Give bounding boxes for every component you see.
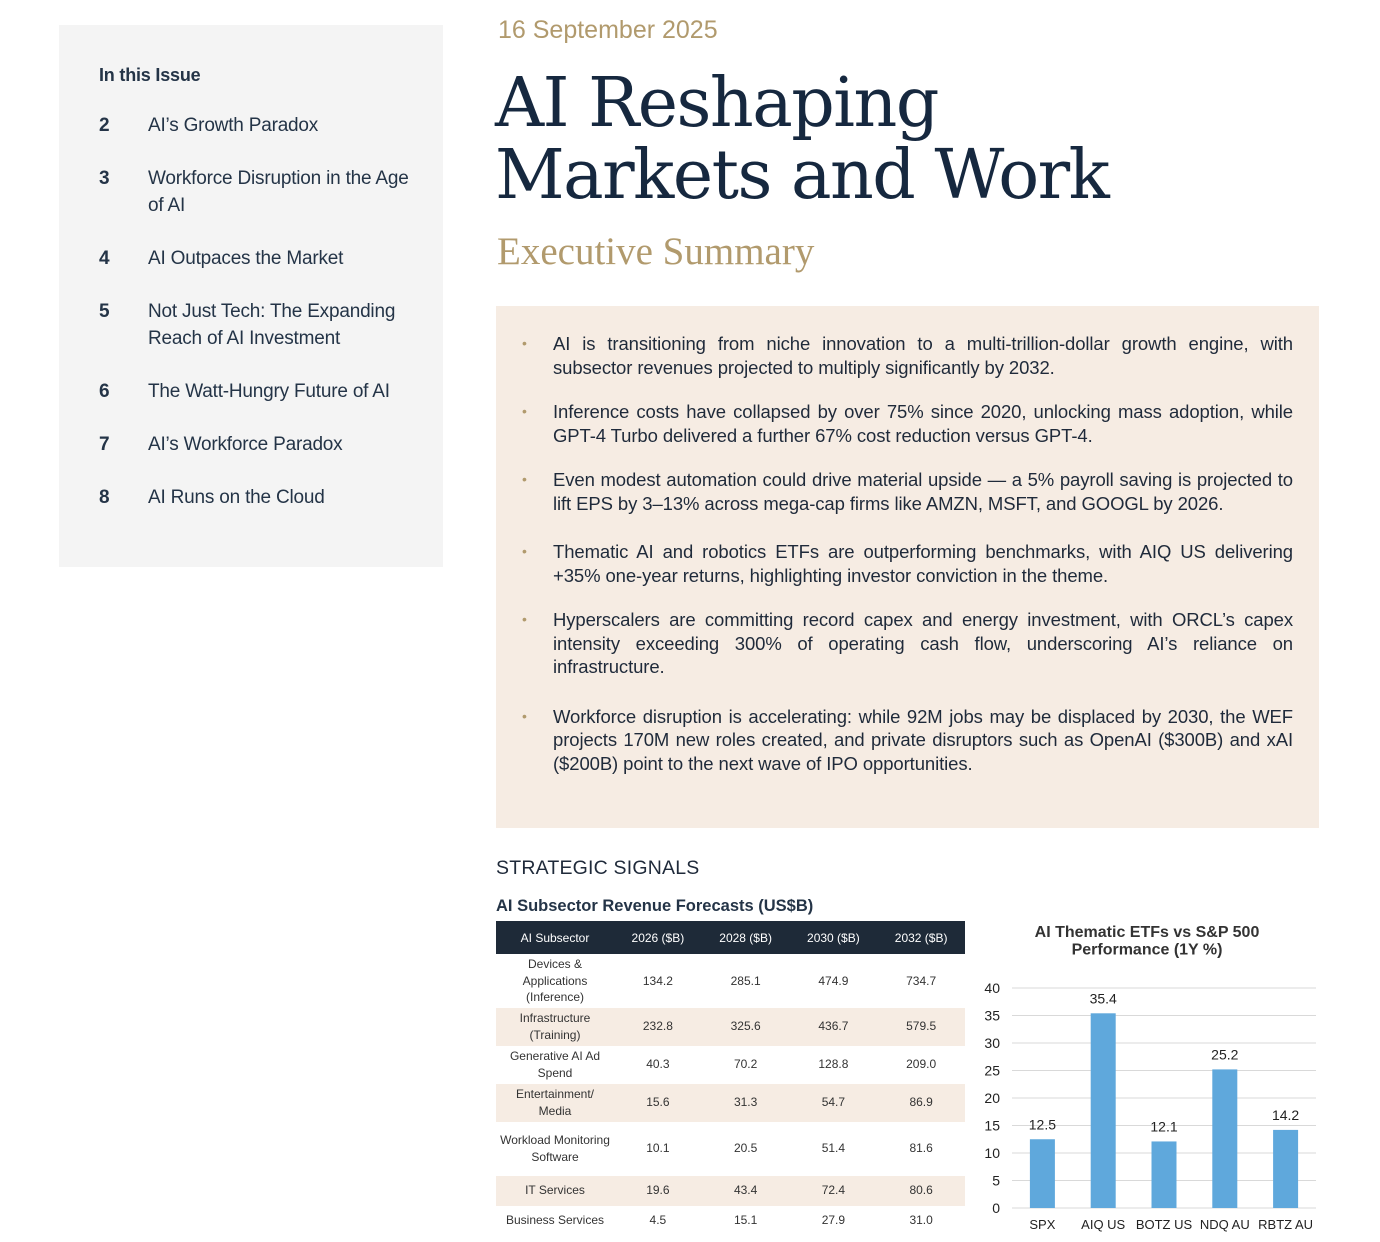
- value-cell: 31.0: [909, 1213, 933, 1228]
- title-line-1: AI Reshaping: [495, 64, 938, 143]
- section-subtitle: Executive Summary: [497, 230, 815, 273]
- subsector-cell: Workload Monitoring Software: [500, 1133, 610, 1164]
- bullet-text: Hyperscalers are committing record capex and energy investment, with ORCL’s capex intensity exceeding 300% of operating cash flow, underscoring AI’s reliance on infrastructure.: [553, 609, 1293, 677]
- subsector-cell: Generative AI Ad Spend: [509, 1049, 601, 1080]
- toc-page-number: 5: [99, 301, 110, 322]
- toc-page-number: 8: [99, 487, 110, 508]
- summary-bullet: [522, 400, 1293, 447]
- value-cell: 4.5: [649, 1213, 667, 1228]
- value-cell: 232.8: [614, 1008, 702, 1046]
- value-cell: 436.7: [790, 1008, 878, 1046]
- bullet-text: Workforce disruption is accelerating: while 92M jobs may be displaced by 2030, the WEF projects 170M new roles created, and private disruptors such as OpenAI ($300B) and xAI ($200B) point to the next wave of IPO opportunities.: [553, 705, 1293, 774]
- toc-item[interactable]: [99, 431, 443, 458]
- column-header: 2032 ($B): [877, 921, 965, 954]
- revenue-table-title: AI Subsector Revenue Forecasts (US$B): [496, 897, 814, 915]
- value-cell: 43.4: [702, 1176, 790, 1206]
- strategic-signals-heading: STRATEGIC SIGNALS: [496, 857, 700, 879]
- toc-item[interactable]: [99, 112, 443, 139]
- table-row: [496, 1176, 965, 1206]
- x-category-label: AIQ US: [1081, 1217, 1126, 1232]
- x-category-label: RBTZ AU: [1258, 1217, 1314, 1232]
- subsector-cell: IT Services: [496, 1176, 614, 1206]
- value-cell: 474.9: [818, 973, 849, 988]
- bar: [1273, 1130, 1298, 1208]
- executive-summary-box: [496, 306, 1319, 828]
- value-cell: 579.5: [877, 1008, 965, 1046]
- table-row: [496, 1046, 965, 1084]
- bullet-dot-icon: •: [522, 543, 527, 559]
- x-category-label: BOTZ US: [1135, 1217, 1193, 1232]
- toc-item-label: AI’s Workforce Paradox: [148, 434, 343, 455]
- column-header: 2030 ($B): [790, 921, 878, 954]
- toc-page-number: 4: [99, 248, 110, 269]
- bar: [1212, 1069, 1237, 1208]
- y-tick-label: 20: [984, 1090, 1000, 1106]
- toc-item[interactable]: [99, 165, 443, 219]
- value-cell: 40.3: [646, 1057, 670, 1072]
- column-header: AI Subsector: [496, 921, 614, 954]
- bullet-dot-icon: •: [522, 471, 527, 487]
- chart-title-line: Performance (1Y %): [1071, 941, 1223, 959]
- value-cell: 325.6: [702, 1008, 790, 1046]
- value-cell: 15.1: [733, 1213, 758, 1228]
- summary-bullet: [522, 705, 1293, 776]
- bar: [1091, 1013, 1116, 1208]
- table-header-row: [496, 921, 965, 954]
- toc-item-label: The Watt-Hungry Future of AI: [148, 381, 390, 402]
- value-cell: 285.1: [730, 973, 761, 988]
- bullet-dot-icon: •: [522, 403, 527, 419]
- value-cell: 20.5: [733, 1141, 758, 1156]
- y-tick-label: 10: [984, 1145, 1000, 1161]
- bullet-dot-icon: •: [522, 611, 527, 627]
- bullet-dot-icon: •: [522, 707, 527, 724]
- toc-page-number: 3: [99, 168, 110, 189]
- toc-item-label: AI’s Growth Paradox: [148, 115, 319, 136]
- table-row: [496, 954, 965, 1008]
- value-cell: 86.9: [877, 1084, 965, 1122]
- page-title: [495, 64, 1255, 215]
- value-cell: 80.6: [877, 1176, 965, 1206]
- toc-item[interactable]: [99, 378, 443, 405]
- x-category-label: NDQ AU: [1199, 1217, 1250, 1232]
- revenue-forecast-table: [496, 921, 965, 1236]
- table-of-contents: [59, 25, 443, 567]
- etf-performance-chart: [980, 920, 1320, 1242]
- y-tick-label: 15: [984, 1117, 1000, 1134]
- toc-item-label: AI Outpaces the Market: [148, 248, 344, 269]
- bullet-dot-icon: •: [522, 335, 527, 351]
- bar-value-label: 12.5: [1028, 1116, 1057, 1133]
- subsector-cell: Business Services: [505, 1213, 605, 1228]
- summary-bullet: [522, 468, 1293, 515]
- bar-value-label: 35.4: [1089, 990, 1117, 1007]
- value-cell: 209.0: [906, 1057, 937, 1072]
- value-cell: 31.3: [702, 1084, 790, 1122]
- value-cell: 734.7: [906, 973, 937, 988]
- value-cell: 10.1: [646, 1141, 670, 1156]
- toc-page-number: 6: [99, 381, 110, 402]
- bullet-text: Thematic AI and robotics ETFs are outperforming benchmarks, with AIQ US delivering +35% one-year returns, highlighting investor conviction in the theme.: [553, 541, 1293, 586]
- y-tick-label: 25: [984, 1062, 1000, 1079]
- toc-item-label: Workforce Disruption in the Age of AI: [148, 168, 409, 216]
- chart-title-line: AI Thematic ETFs vs S&P 500: [1034, 924, 1260, 941]
- y-tick-label: 40: [984, 980, 1000, 996]
- y-tick-label: 0: [992, 1200, 1000, 1216]
- title-line-2: Markets and Work: [495, 136, 1109, 215]
- bar-value-label: 14.2: [1271, 1106, 1300, 1123]
- bullet-text: Even modest automation could drive material upside — a 5% payroll saving is projected to lift EPS by 3–13% across mega-cap firms like AMZN, MSFT, and GOOGL by 2026.: [553, 469, 1293, 514]
- bar-value-label: 25.2: [1211, 1046, 1239, 1063]
- toc-page-number: 7: [99, 434, 110, 455]
- subsector-cell: Devices & Applications (Inference): [522, 957, 588, 1004]
- value-cell: 27.9: [821, 1213, 846, 1228]
- table-row: [496, 1206, 965, 1236]
- value-cell: 51.4: [821, 1141, 846, 1156]
- table-row: [496, 1008, 965, 1046]
- table-body: [496, 954, 965, 1236]
- x-category-label: SPX: [1029, 1217, 1056, 1232]
- y-tick-label: 30: [984, 1035, 1000, 1051]
- column-header: 2026 ($B): [614, 921, 702, 954]
- summary-bullet-list: [522, 332, 1293, 775]
- subsector-cell: Infrastructure (Training): [496, 1008, 614, 1046]
- table-row: [496, 1122, 965, 1176]
- toc-item-label: AI Runs on the Cloud: [148, 487, 325, 508]
- toc-item[interactable]: [99, 245, 443, 272]
- toc-heading: In this Issue: [99, 65, 201, 85]
- y-tick-label: 35: [984, 1007, 1000, 1024]
- table-row: [496, 1084, 965, 1122]
- toc-item-label: Not Just Tech: The Expanding Reach of AI Investment: [148, 301, 396, 349]
- value-cell: 54.7: [790, 1084, 878, 1122]
- toc-item[interactable]: [99, 298, 443, 352]
- subsector-cell: Entertainment/ Media: [496, 1084, 614, 1122]
- value-cell: 128.8: [818, 1057, 849, 1072]
- value-cell: 19.6: [614, 1176, 702, 1206]
- summary-bullet: [522, 608, 1293, 679]
- toc-page-number: 2: [99, 115, 110, 136]
- toc-item[interactable]: [99, 484, 443, 511]
- value-cell: 72.4: [790, 1176, 878, 1206]
- value-cell: 134.2: [642, 973, 673, 988]
- summary-bullet: [522, 540, 1293, 587]
- bar: [1030, 1139, 1055, 1208]
- y-tick-label: 5: [992, 1172, 1000, 1189]
- bar-value-label: 12.1: [1150, 1118, 1178, 1135]
- value-cell: 70.2: [733, 1057, 758, 1072]
- value-cell: 15.6: [614, 1084, 702, 1122]
- value-cell: 81.6: [909, 1141, 933, 1156]
- issue-date: 16 September 2025: [498, 16, 718, 44]
- bullet-text: AI is transitioning from niche innovation to a multi-trillion-dollar growth engine, with subsector revenues projected to multiply significantly by 2032.: [553, 333, 1293, 378]
- bullet-text: Inference costs have collapsed by over 75% since 2020, unlocking mass adoption, while GPT-4 Turbo delivered a further 67% cost reduction versus GPT-4.: [553, 401, 1293, 446]
- column-header: 2028 ($B): [702, 921, 790, 954]
- toc-list: [99, 112, 443, 511]
- bar: [1152, 1141, 1177, 1208]
- summary-bullet: [522, 332, 1293, 379]
